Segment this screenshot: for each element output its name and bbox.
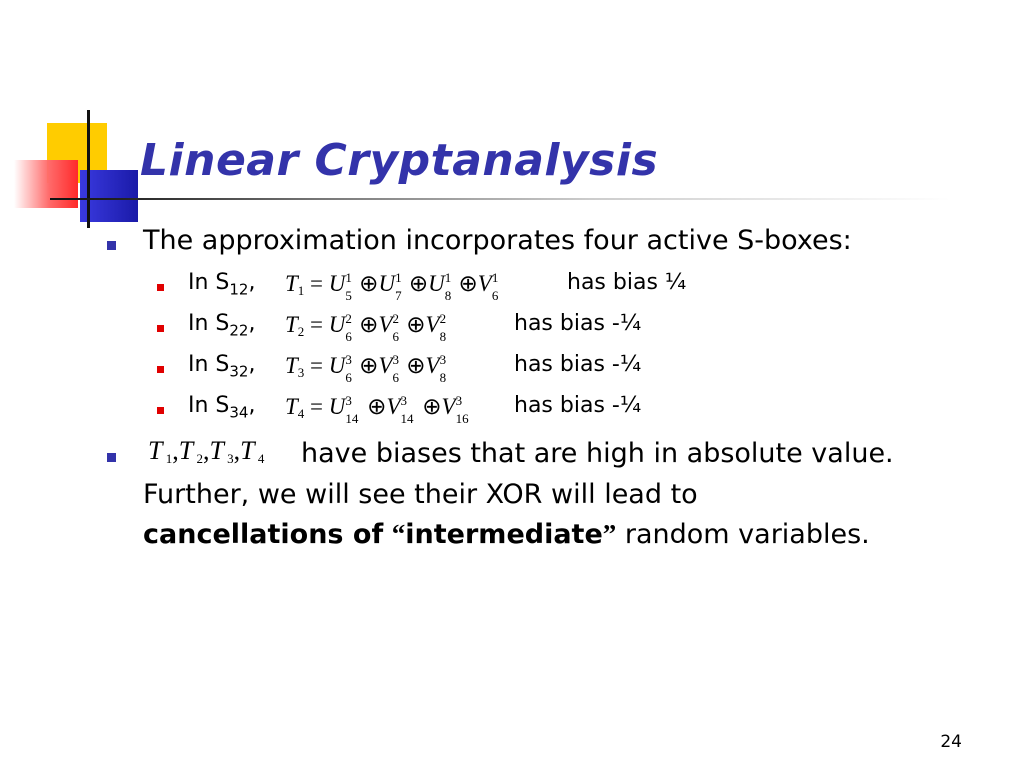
logo-red-bar <box>14 160 78 208</box>
sbox-label: In $S_{22}$, <box>188 311 256 340</box>
bullet2-line2: Further, we will see their XOR will lead to <box>143 479 698 510</box>
sbox-label: In $S_{32}$, <box>188 352 256 381</box>
page-number: 24 <box>940 732 962 752</box>
sbox-bias: has bias -¼ <box>514 393 642 418</box>
tail-text: random variables. <box>624 519 870 550</box>
title-underline <box>50 198 950 200</box>
logo-vertical-line <box>87 110 90 228</box>
sub-bullet-square-icon <box>157 284 164 291</box>
sbox-equation: $T_2 = U$ 2 6 ⊕V 2 6 ⊕V 2 8 <box>285 311 447 344</box>
sub-bullet-square-icon <box>157 407 164 414</box>
sbox-label: In $S_{12}$, <box>188 270 256 299</box>
bullet-text: The approximation incorporates four active S-boxes: <box>143 225 852 256</box>
bold-intermediate: intermediate <box>405 519 603 550</box>
bullet-square-icon <box>107 241 116 250</box>
sbox-bias: has bias -¼ <box>514 352 642 377</box>
sbox-equation: $T_4 = U$ 3 14 ⊕V 3 14 ⊕V 3 16 <box>285 393 469 426</box>
bold-cancellations: cancellations of <box>143 519 384 550</box>
sub-bullet-square-icon <box>157 366 164 373</box>
bullet2-line1: have biases that are high in absolute value. <box>301 438 894 469</box>
sbox-equation: $T_1 = U$ 1 5 ⊕U 1 7 ⊕U 1 8 ⊕V 1 6 <box>285 270 499 303</box>
bullet-square-icon <box>107 453 116 462</box>
t-variables: T $_1$,T $_2$,T $_3$,T $_4$ <box>148 436 265 466</box>
sbox-bias: has bias -¼ <box>514 311 642 336</box>
sbox-label: In $S_{34}$, <box>188 393 256 422</box>
slide-title: Linear Cryptanalysis <box>140 135 659 186</box>
bullet2-line3: cancellations of “intermediate” random variables. <box>143 519 870 550</box>
sbox-bias: has bias ¼ <box>567 270 687 295</box>
sbox-equation: $T_3 = U$ 3 6 ⊕V 3 6 ⊕V 3 8 <box>285 352 447 385</box>
sub-bullet-square-icon <box>157 325 164 332</box>
